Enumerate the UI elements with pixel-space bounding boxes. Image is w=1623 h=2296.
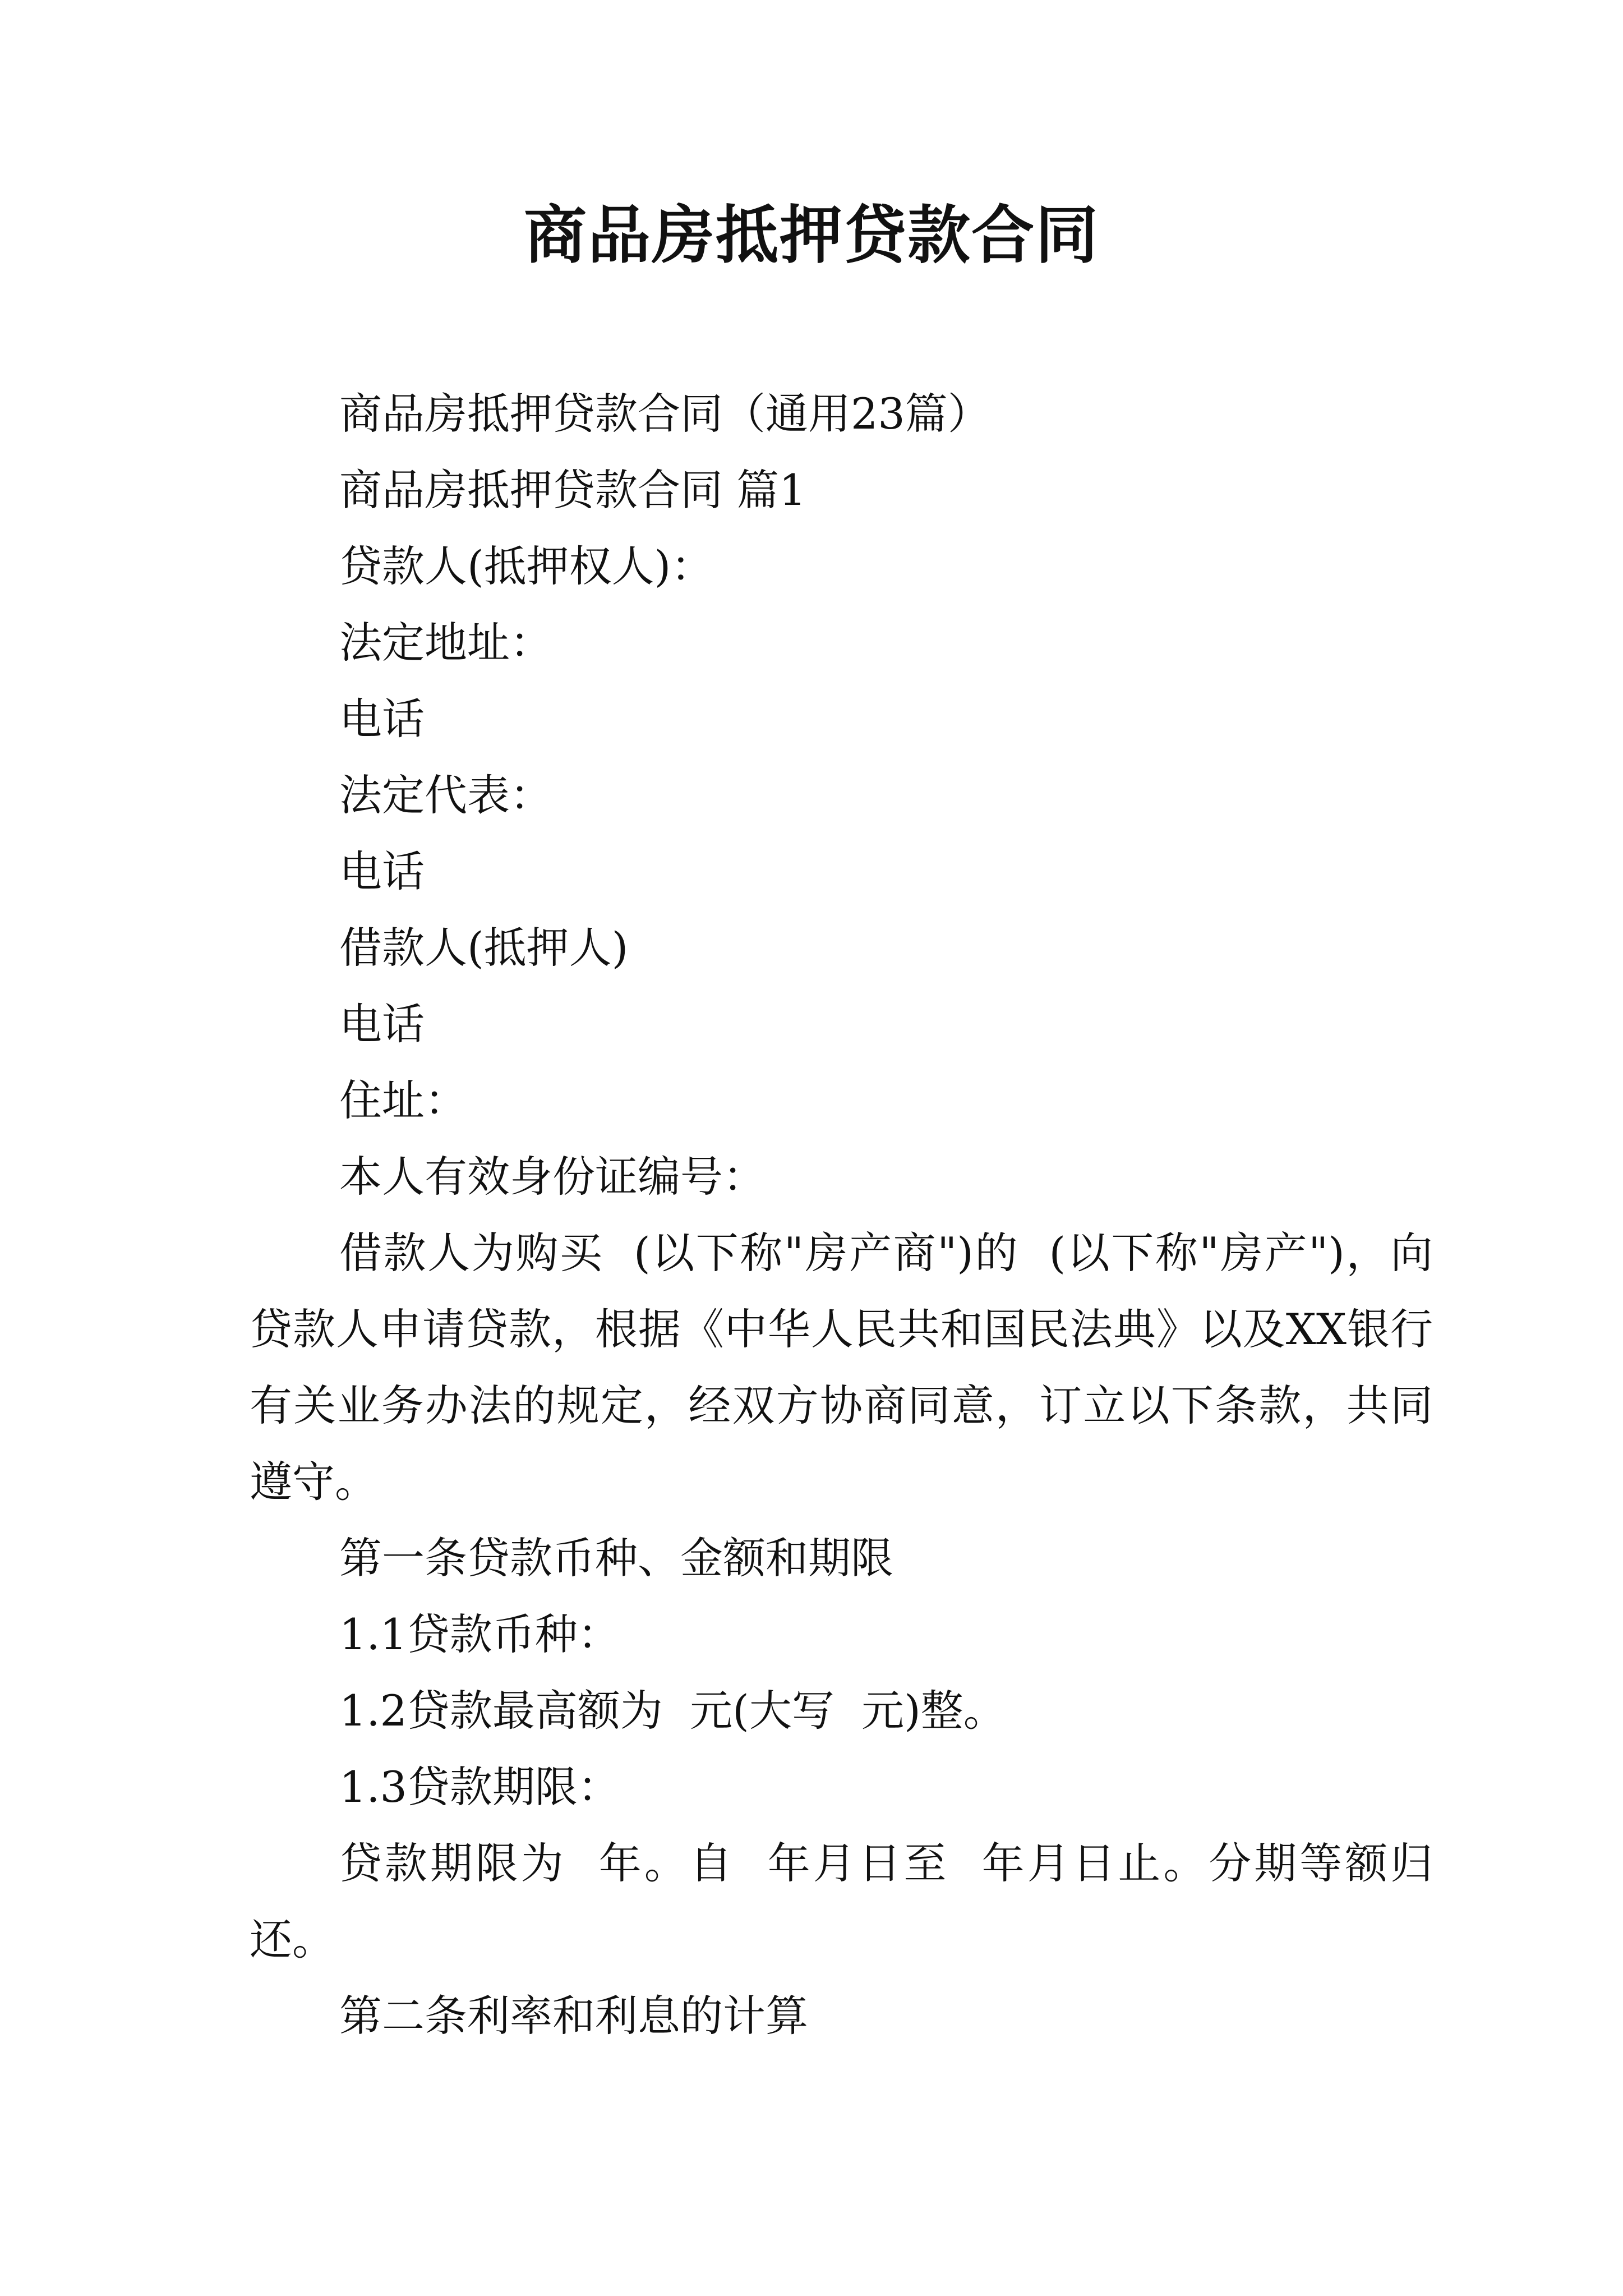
paragraph-clause-1-2: 1.2贷款最高额为 元(大写 元)整。	[339, 1686, 1006, 1736]
paragraph-residence: 住址：	[339, 1075, 467, 1125]
paragraph-id-number: 本人有效身份证编号：	[339, 1152, 766, 1202]
document-title: 商品房抵押贷款合同	[524, 199, 1099, 272]
paragraph-legal-address: 法定地址：	[339, 618, 552, 668]
paragraph-representative-phone: 电话	[339, 846, 425, 896]
paragraph-section-heading: 商品房抵押贷款合同 篇1	[339, 465, 806, 515]
paragraph-clause-1-1: 1.1贷款币种：	[339, 1609, 620, 1659]
paragraph-clause-1-3: 1.3贷款期限：	[339, 1762, 620, 1812]
paragraph-lender-phone: 电话	[339, 694, 425, 744]
paragraph-borrower: 借款人(抵押人)	[339, 923, 629, 973]
paragraph-article-1-heading: 第一条贷款币种、金额和期限	[339, 1533, 893, 1583]
paragraph-subtitle: 商品房抵押贷款合同（通用23篇）	[339, 389, 990, 439]
paragraph-preamble: 借款人为购买 (以下称"房产商")的 (以下称"房产")，向贷款人申请贷款，根据《中华人民共和国民法典》以及XX银行有关业务办法的规定，经双方协商同意，订立以下条款，共同遵守。	[250, 1228, 1433, 1507]
paragraph-loan-term: 贷款期限为 年。自 年月日至 年月日止。分期等额归还。	[250, 1838, 1433, 1964]
document-body	[250, 376, 1433, 2054]
paragraph-legal-representative: 法定代表：	[339, 770, 552, 820]
paragraph-borrower-phone: 电话	[339, 999, 425, 1049]
paragraph-article-2-heading: 第二条利率和利息的计算	[339, 1991, 808, 2041]
paragraph-lender: 贷款人(抵押权人)：	[339, 541, 714, 591]
